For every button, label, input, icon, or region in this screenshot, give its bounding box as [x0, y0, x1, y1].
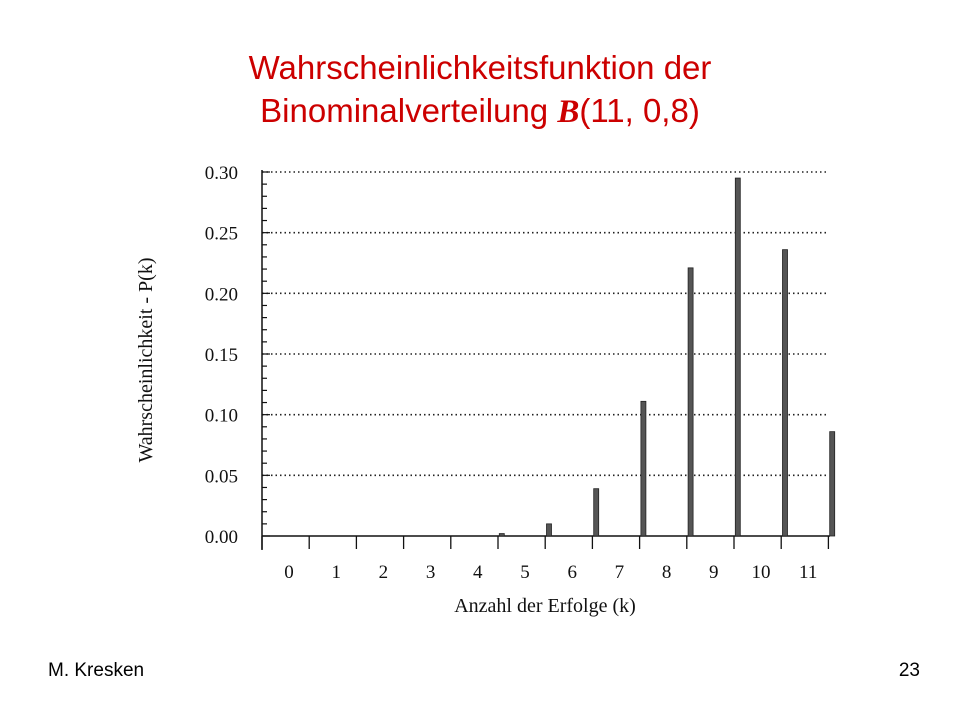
title-symbol: B — [557, 94, 580, 130]
x-tick-label: 6 — [567, 562, 577, 583]
x-tick-label: 0 — [284, 562, 294, 583]
author-label: M. Kresken — [48, 660, 145, 681]
x-tick-label: 7 — [614, 562, 625, 583]
y-tick-label: 0.25 — [204, 223, 238, 245]
x-tick-label: 9 — [709, 562, 719, 583]
y-tick-label: 0.10 — [204, 405, 238, 427]
bar-k-5 — [547, 524, 552, 536]
y-tick-label: 0.30 — [204, 163, 238, 184]
bar-k-7 — [641, 401, 646, 536]
bar-k-9 — [735, 178, 740, 536]
y-tick-label: 0.00 — [204, 527, 238, 548]
x-tick-label: 8 — [661, 562, 672, 583]
bar-k-11 — [830, 432, 835, 536]
x-axis-title: Anzahl der Erfolge (k) — [454, 595, 636, 617]
y-tick-label: 0.20 — [204, 284, 238, 306]
page-number: 23 — [898, 660, 920, 681]
title-suffix: (11, 0,8) — [579, 92, 700, 129]
y-tick-label: 0.05 — [204, 466, 238, 488]
x-tick-label: 5 — [520, 562, 530, 583]
bar-k-10 — [783, 250, 788, 536]
x-tick-label: 1 — [331, 562, 341, 583]
y-axis-title: Wahrscheinlichkeit - P(k) — [135, 257, 157, 463]
x-tick-label: 2 — [378, 562, 389, 583]
bar-k-8 — [688, 268, 693, 536]
title-prefix: Binominalverteilung — [260, 92, 558, 129]
y-tick-label: 0.15 — [204, 345, 238, 366]
x-tick-label: 10 — [751, 562, 771, 583]
x-tick-label: 11 — [799, 562, 818, 583]
x-tick-label: 3 — [425, 562, 436, 583]
bar-k-6 — [594, 489, 599, 536]
x-tick-label: 4 — [473, 562, 483, 583]
title-line-1: Wahrscheinlichkeitsfunktion der — [248, 49, 712, 86]
bar-k-4 — [499, 534, 504, 536]
